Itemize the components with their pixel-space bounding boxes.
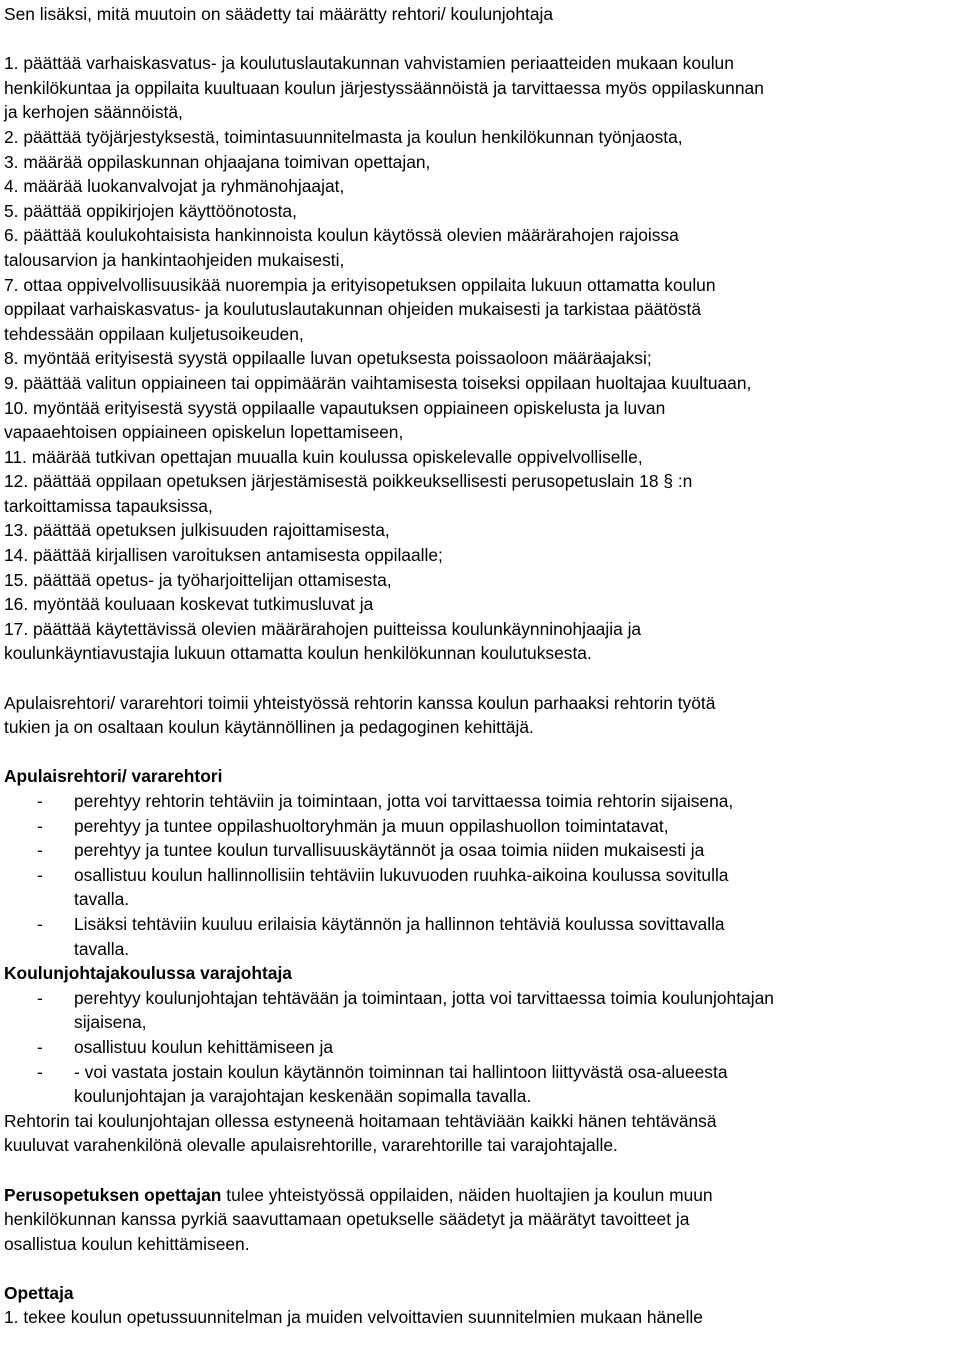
duty-item: [4, 223, 954, 272]
dash-item-line: Lisäksi tehtäviin kuuluu erilaisia käytännön ja hallinnon tehtäviä koulussa sovittavalla: [74, 913, 725, 934]
duty-item: [4, 543, 954, 568]
assistant-duties-list: [4, 789, 954, 961]
bullet-dash: -: [37, 815, 43, 836]
paragraph-line: henkilökunnan kanssa pyrkiä saavuttamaan opetukselle säädetyt ja määrätyt tavoitteet ja: [4, 1209, 690, 1230]
teacher-lead: Perusopetuksen opettajan: [4, 1184, 222, 1205]
duty-item: [4, 51, 954, 125]
dash-list-item: [4, 1060, 954, 1109]
dash-item-line: osallistuu koulun kehittämiseen ja: [74, 1036, 334, 1057]
duty-line: 9. päättää valitun oppiaineen tai oppimäärän vaihtamisesta toiseksi oppilaan huoltajaa kuultuaan,: [4, 372, 752, 393]
duty-line: 7. ottaa oppivelvollisuusikää nuorempia ja erityisopetuksen oppilaita lukuun ottamatta koulun: [4, 274, 716, 295]
principal-duties-list: [4, 51, 954, 666]
paragraph-line: kuuluvat varahenkilönä olevalle apulaisrehtorille, vararehtorille tai varajohtajalle.: [4, 1135, 618, 1156]
bullet-dash: -: [37, 913, 43, 934]
dash-list-item: [4, 986, 954, 1035]
deputy-heading: Koulunjohtajakoulussa varajohtaja: [4, 963, 292, 984]
bullet-dash: -: [37, 1036, 43, 1057]
assistant-principal-paragraph: [4, 691, 954, 740]
dash-item-line: sijaisena,: [74, 1012, 147, 1033]
duty-line: 1. päättää varhaiskasvatus- ja koulutuslautakunnan vahvistamien periaatteiden mukaan koulun: [4, 53, 734, 74]
dash-list-item: [4, 912, 954, 961]
dash-list-item: [4, 863, 954, 912]
teacher-paragraph-first-line: [4, 1183, 954, 1208]
duty-item: [4, 273, 954, 347]
bullet-dash: -: [37, 1061, 43, 1082]
dash-list-item: [4, 1035, 954, 1060]
duty-item: [4, 371, 954, 396]
bullet-dash: -: [37, 864, 43, 885]
dash-item-text: [74, 1035, 954, 1060]
assistant-heading: Apulaisrehtori/ vararehtori: [4, 766, 223, 787]
paragraph-line: Rehtorin tai koulunjohtajan ollessa estyneenä hoitamaan tehtäviään kaikki hänen tehtävänsä: [4, 1110, 717, 1131]
teacher-first-rest: tulee yhteistyössä oppilaiden, näiden huoltajien ja koulun muun: [221, 1184, 713, 1205]
spacer: [4, 1256, 954, 1281]
paragraph-line: Apulaisrehtori/ vararehtori toimii yhteistyössä rehtorin kanssa koulun parhaaksi rehtorin työtä: [4, 692, 716, 713]
duty-item: [4, 346, 954, 371]
teacher-paragraph-lines: [4, 1207, 954, 1256]
substitute-paragraph: [4, 1109, 954, 1158]
dash-item-line: tavalla.: [74, 938, 130, 959]
dash-item-line: perehtyy ja tuntee koulun turvallisuuskäytännöt ja osaa toimia niiden mukaisesti ja: [74, 840, 705, 861]
duty-line: 17. päättää käytettävissä olevien määrärahojen puitteissa koulunkäynninohjaajia ja: [4, 618, 642, 639]
duty-line: 4. määrää luokanvalvojat ja ryhmänohjaajat,: [4, 176, 345, 197]
dash-item-text: [74, 986, 954, 1035]
duty-line: 2. päättää työjärjestyksestä, toimintasuunnitelmasta ja koulun henkilökunnan työnjaosta,: [4, 126, 683, 147]
dash-item-line: perehtyy koulunjohtajan tehtävään ja toimintaan, jotta voi tarvittaessa toimia koulunjohtajan: [74, 987, 774, 1008]
duty-item: [4, 150, 954, 175]
paragraph-line: osallistua koulun kehittämiseen.: [4, 1233, 250, 1254]
dash-item-line: - voi vastata jostain koulun käytännön toiminnan tai hallintoon liittyvästä osa-alueesta: [74, 1061, 728, 1082]
dash-item-text: [74, 789, 954, 814]
duty-line: oppilaat varhaiskasvatus- ja koulutuslautakunnan ohjeiden mukaisesti ja tarkistaa päätöstä: [4, 299, 702, 320]
dash-item-text: [74, 1060, 954, 1109]
dash-item-line: koulunjohtajan ja varajohtajan keskenään sopimalla tavalla.: [74, 1086, 532, 1107]
duty-line: 12. päättää oppilaan opetuksen järjestämisestä poikkeuksellisesti perusopetuslain 18 § :n: [4, 471, 693, 492]
duty-line: 8. myöntää erityisestä syystä oppilaalle luvan opetuksesta poissaoloon määräajaksi;: [4, 348, 652, 369]
dash-list-item: [4, 789, 954, 814]
spacer: [4, 27, 954, 52]
duty-line: 16. myöntää kouluaan koskevat tutkimusluvat ja: [4, 594, 374, 615]
duty-line: 15. päättää opetus- ja työharjoittelijan ottamisesta,: [4, 569, 392, 590]
intro-line: Sen lisäksi, mitä muutoin on säädetty tai määrätty rehtori/ koulunjohtaja: [4, 4, 554, 24]
duty-line: koulunkäyntiavustajia lukuun ottamatta koulun henkilökunnan koulutuksesta.: [4, 643, 592, 664]
duty-line: 13. päättää opetuksen julkisuuden rajoittamisesta,: [4, 520, 390, 541]
duty-line: 6. päättää koulukohtaisista hankinnoista koulun käytössä olevien määrärahojen rajoissa: [4, 225, 679, 246]
duty-line: ja kerhojen säännöistä,: [4, 102, 183, 123]
duty-line: 5. päättää oppikirjojen käyttöönotosta,: [4, 200, 297, 221]
dash-item-text: [74, 838, 954, 863]
dash-item-text: [74, 912, 954, 961]
duty-line: 10. myöntää erityisestä syystä oppilaalle vapautuksen oppiaineen opiskelusta ja luvan: [4, 397, 666, 418]
dash-item-text: [74, 814, 954, 839]
dash-item-line: perehtyy ja tuntee oppilashuoltoryhmän ja muun oppilashuollon toimintatavat,: [74, 815, 669, 836]
duty-item: [4, 518, 954, 543]
dash-item-line: perehtyy rehtorin tehtäviin ja toimintaan, jotta voi tarvittaessa toimia rehtorin sijaisena,: [74, 791, 734, 811]
dash-list-item: [4, 814, 954, 839]
bullet-dash: -: [37, 840, 43, 861]
bullet-dash: -: [37, 987, 43, 1008]
duty-line: 11. määrää tutkivan opettajan muualla kuin koulussa opiskelevalle oppivelvolliselle,: [4, 446, 643, 467]
duty-line: 3. määrää oppilaskunnan ohjaajana toimivan opettajan,: [4, 151, 431, 172]
dash-item-text: [74, 863, 954, 912]
dash-list-item: [4, 838, 954, 863]
spacer: [4, 1158, 954, 1183]
teacher-paragraph: [4, 1183, 954, 1257]
duty-line: tehdessään oppilaan kuljetusoikeuden,: [4, 323, 304, 344]
spacer: [4, 666, 954, 691]
duty-item: [4, 592, 954, 617]
spacer: [4, 740, 954, 765]
teacher-heading: Opettaja: [4, 1282, 74, 1303]
duty-item: [4, 174, 954, 199]
duty-item: [4, 445, 954, 470]
duty-line: talousarvion ja hankintaohjeiden mukaisesti,: [4, 249, 345, 270]
duty-item: [4, 125, 954, 150]
duty-item: [4, 469, 954, 518]
bullet-dash: -: [37, 791, 43, 811]
duty-item: [4, 396, 954, 445]
paragraph-line: tukien ja on osaltaan koulun käytännöllinen ja pedagoginen kehittäjä.: [4, 717, 534, 738]
duty-line: vapaaehtoisen oppiaineen opiskelun lopettamiseen,: [4, 422, 404, 443]
duty-item: [4, 568, 954, 593]
dash-item-line: osallistuu koulun hallinnollisiin tehtäviin lukuvuoden ruuhka-aikoina koulussa sovitulla: [74, 864, 729, 885]
duty-line: tarkoittamissa tapauksissa,: [4, 495, 213, 516]
duty-line: henkilökuntaa ja oppilaita kuultuaan koulun järjestyssäännöistä ja tarvittaessa myös oppilaskunnan: [4, 77, 764, 98]
deputy-duties-list: [4, 986, 954, 1109]
duty-line: 14. päättää kirjallisen varoituksen antamisesta oppilaalle;: [4, 545, 443, 566]
dash-item-line: tavalla.: [74, 889, 130, 910]
teacher-duty-1: 1. tekee koulun opetussuunnitelman ja muiden velvoittavien suunnitelmien mukaan hänelle: [4, 1307, 703, 1328]
duty-item: [4, 617, 954, 666]
duty-item: [4, 199, 954, 224]
